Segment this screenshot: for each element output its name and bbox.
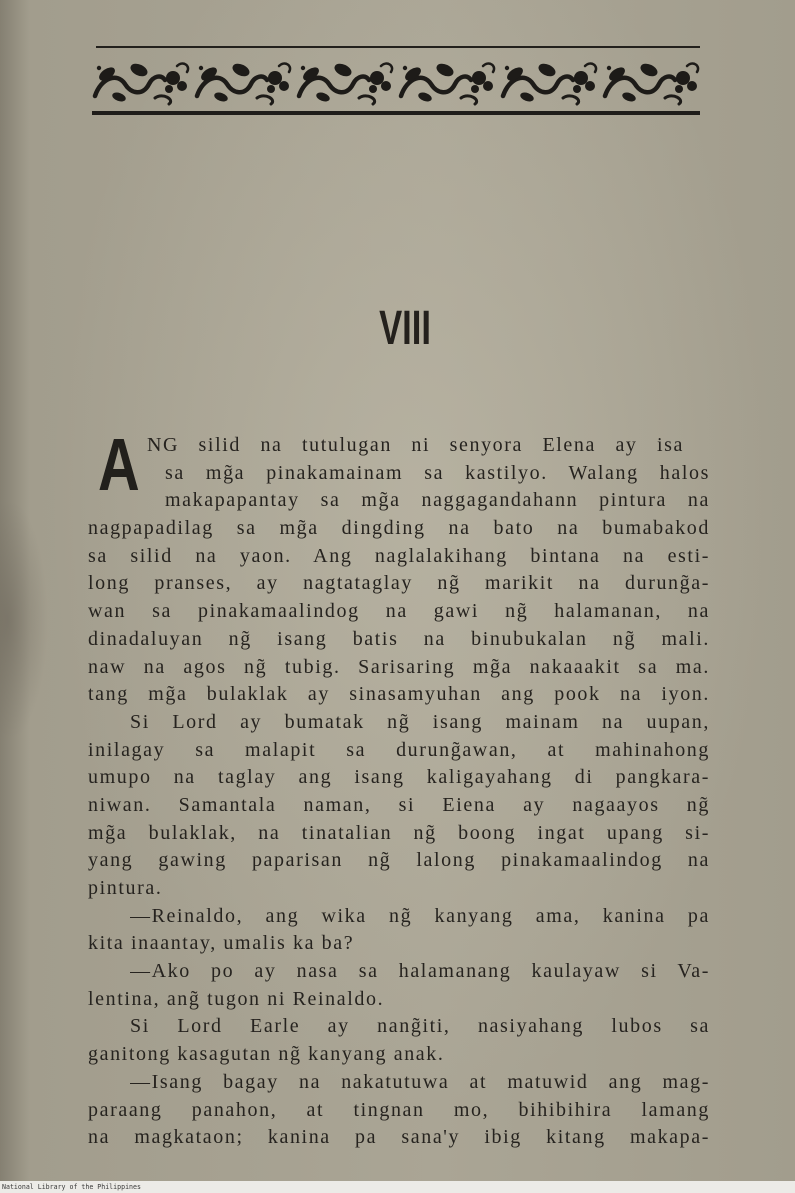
text-line: Si Lord ay bumatak ng̃ isang mainam na uupan, — [130, 710, 710, 733]
library-watermark: National Library of the Philippines — [2, 1183, 141, 1191]
floral-ornament-icon — [91, 56, 703, 108]
paragraph — [88, 903, 710, 958]
text-line: kita inaantay, umalis ka ba? — [88, 932, 355, 955]
ornament-motif — [503, 61, 596, 104]
paragraph — [88, 432, 710, 709]
paragraph — [88, 1013, 710, 1068]
text-line: makapapantay sa mg̃a naggagandahann pintura na — [165, 489, 710, 512]
text-line: sa mg̃a pinakamainam sa kastilyo. Walang halos — [165, 461, 710, 484]
text-line: yang gawing paparisan ng̃ lalong pinakamaalindog na — [88, 849, 710, 872]
text-line: naw na agos ng̃ tubig. Sarisaring mg̃a nakaaakit sa ma. — [88, 655, 710, 678]
ornament-bottom-rule — [92, 111, 700, 115]
text-line: —Reinaldo, ang wika ng̃ kanyang ama, kanina pa — [130, 904, 710, 927]
ornament-motif — [605, 61, 698, 104]
ornament-top-rule — [96, 46, 700, 48]
drop-cap-letter: A — [98, 423, 140, 506]
text-line: sa silid na yaon. Ang naglalakihang bintana na esti- — [88, 544, 710, 567]
text-line: nagpapadilag sa mg̃a dingding na bato na bumabakod — [88, 517, 710, 540]
chapter-heading — [305, 302, 505, 355]
text-line: ganitong kasagutan ng̃ kanyang anak. — [88, 1043, 445, 1066]
text-line: long pranses, ay nagtataglay ng̃ marikit na durung̃a- — [88, 572, 710, 595]
footer-strip — [0, 1181, 795, 1193]
text-line: paraang panahon, at tingnan mo, bihibihira lamang — [88, 1098, 710, 1121]
chapter-number: VIII — [379, 302, 431, 355]
text-line: Si Lord Earle ay nang̃iti, nasiyahang lubos sa — [130, 1015, 710, 1038]
text-line: inilagay sa malapit sa durung̃awan, at mahinahong — [88, 738, 710, 761]
ornament-motif — [299, 61, 392, 104]
text-line: tang mg̃a bulaklak ay sinasamyuhan ang pook na iyon. — [88, 683, 710, 706]
text-line: wan sa pinakamaalindog na gawi ng̃ halamanan, na — [88, 600, 710, 623]
text-line: na magkataon; kanina pa sana'y ibig kitang makapa- — [88, 1126, 710, 1149]
body-text — [88, 432, 710, 1152]
paragraph — [88, 1069, 710, 1152]
text-line: pintura. — [88, 877, 163, 899]
text-line: —Ako po ay nasa sa halamanang kaulayaw si Va- — [130, 960, 710, 983]
text-line: mg̃a bulaklak, na tinatalian ng̃ boong ingat upang si- — [88, 821, 710, 844]
text-line: NG silid na tutulugan ni senyora Elena ay isa — [147, 434, 684, 456]
ornament-motif — [95, 61, 188, 104]
text-line: umupo na taglay ang isang kaligayahang di pangkara- — [88, 766, 710, 789]
paragraph — [88, 958, 710, 1013]
text-line: —Isang bagay na nakatutuwa at matuwid ang mag- — [130, 1070, 710, 1093]
text-line: dinadaluyan ng̃ isang batis na binubukalan ng̃ mali. — [88, 627, 710, 650]
ornament-motif — [401, 61, 494, 104]
paragraph — [88, 709, 710, 903]
text-line: niwan. Samantala naman, si Eiena ay nagaayos ng̃ — [88, 793, 710, 816]
ornament-motif — [197, 61, 290, 104]
text-line: lentina, ang̃ tugon ni Reinaldo. — [88, 987, 385, 1010]
